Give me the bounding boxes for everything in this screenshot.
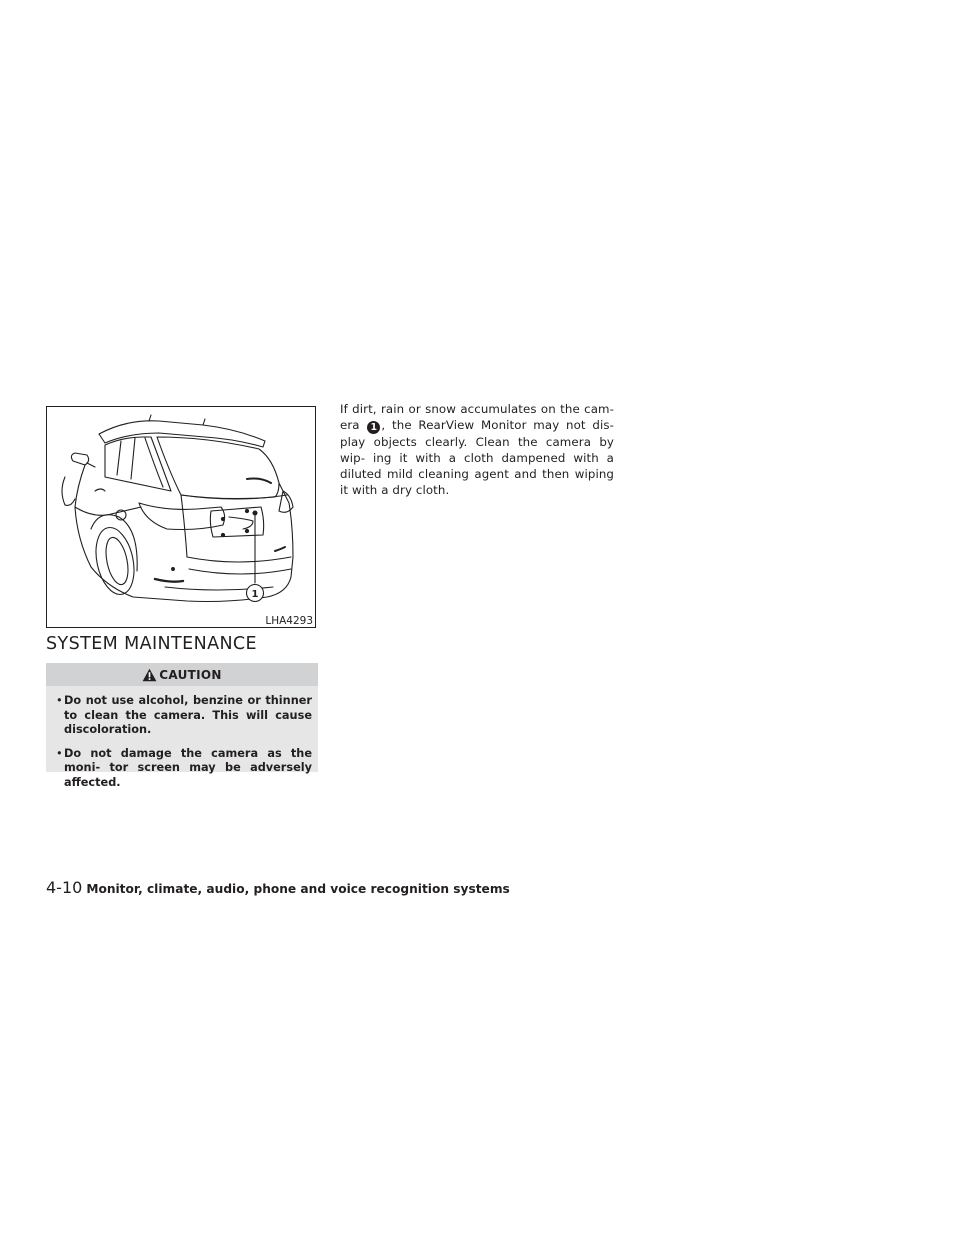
rear-camera-figure [46, 406, 316, 628]
chapter-title: Monitor, climate, audio, phone and voice recognition systems [86, 882, 510, 896]
callout-number-badge: 1 [367, 421, 380, 434]
suv-rear-illustration [47, 407, 316, 628]
caution-box [46, 663, 318, 789]
section-heading: SYSTEM MAINTENANCE [46, 634, 258, 654]
caution-title: CAUTION [159, 667, 222, 682]
page-footer [46, 878, 510, 897]
caution-list [46, 686, 318, 790]
maintenance-paragraph: If dirt, rain or snow accumulates on the cam- era 1 , the RearView Monitor may not dis- play objects clearly. Clean the camera by wip- ing it with a cloth dampened with a diluted mild cleaning agent and then wiping it with a dry cloth. [340, 402, 614, 497]
figure-code: LHA4293 [265, 615, 313, 627]
page-number: 4-10 [46, 878, 83, 897]
figure-callout-label: 1 [251, 589, 259, 600]
caution-item: • Do not damage the camera as the moni- tor screen may be adversely affected. [56, 746, 312, 789]
caution-item: • Do not use alcohol, benzine or thinner to clean the camera. This will cause discoloration. [56, 694, 312, 736]
warning-triangle-icon [142, 668, 157, 682]
caution-header [46, 663, 318, 686]
